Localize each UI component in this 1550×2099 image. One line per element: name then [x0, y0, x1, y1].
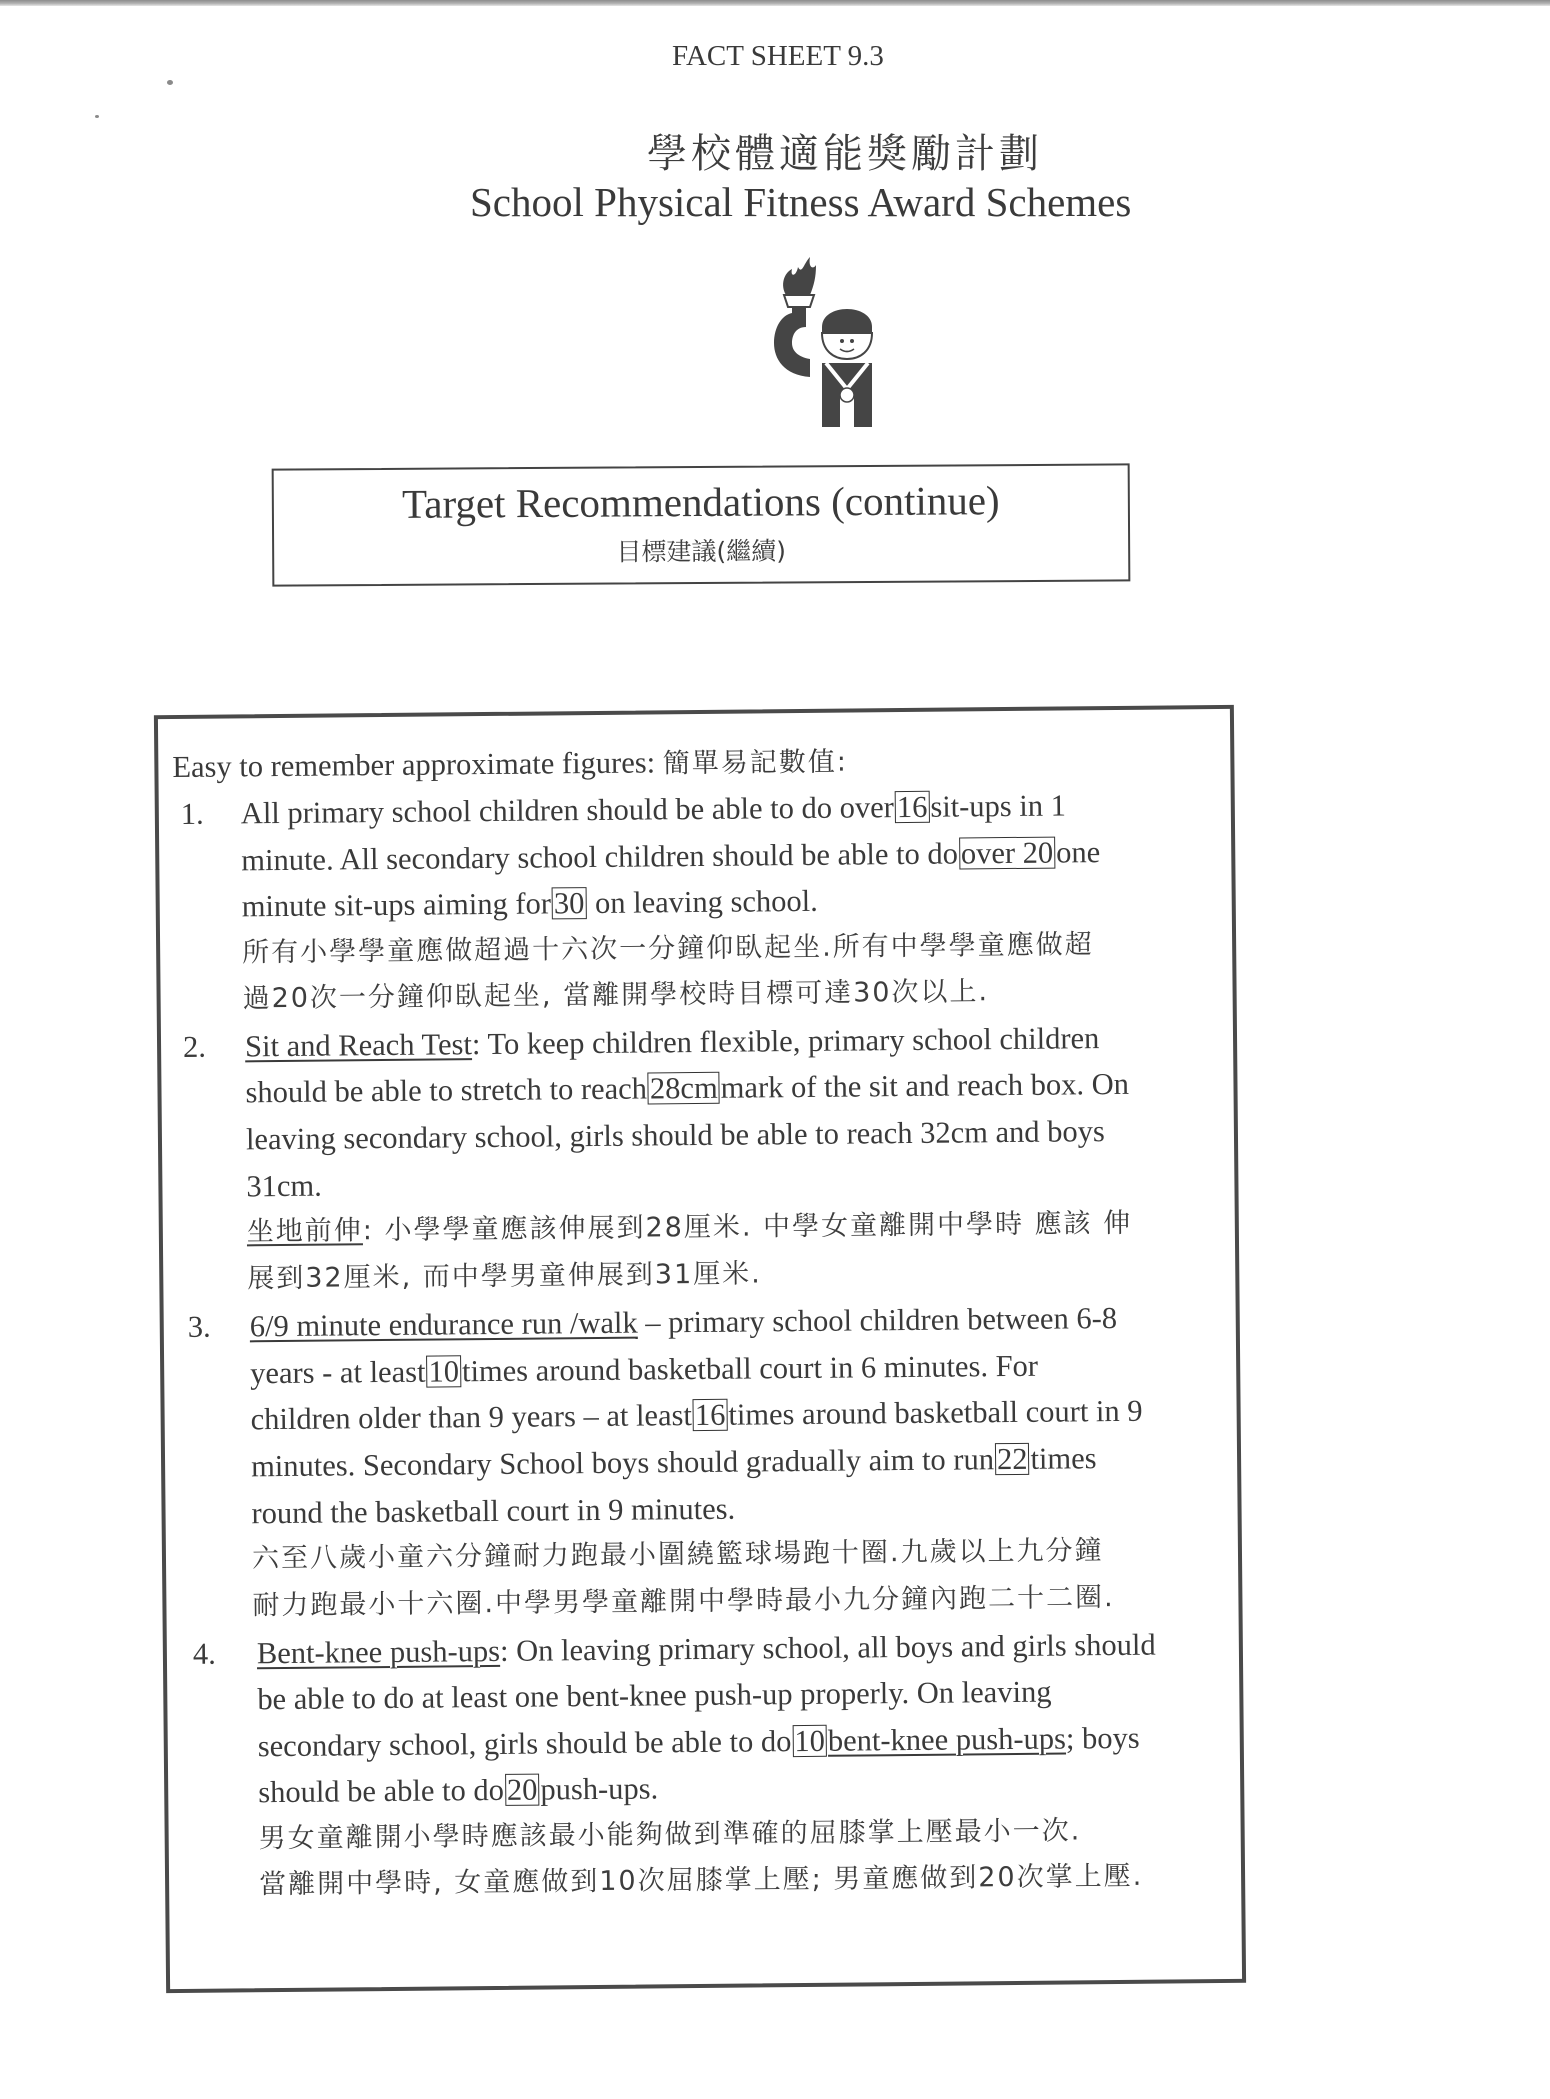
list-item-line — [242, 883, 818, 925]
list-item-line — [251, 1440, 1097, 1484]
list-item-line — [250, 1393, 1142, 1438]
text-segment: be able to do at least one bent-knee push-up properly. On leaving — [257, 1674, 1052, 1717]
text-segment: push-ups. — [540, 1771, 659, 1807]
text-segment: children older than 9 years – at least — [250, 1398, 693, 1437]
boxed-target-value: 16 — [694, 1397, 726, 1433]
text-segment: ; boys — [1065, 1720, 1140, 1756]
scan-speck — [95, 115, 99, 118]
text-segment: All primary school children should be able to do over — [240, 790, 895, 831]
item-number: 4. — [192, 1636, 216, 1671]
scan-edge — [0, 0, 1550, 6]
list-item-line — [246, 1168, 322, 1205]
scan-speck — [167, 80, 173, 85]
text-segment: times around basketball court in 9 — [728, 1393, 1143, 1432]
text-segment: mark of the sit and reach box. On — [720, 1066, 1130, 1105]
item-number: 1. — [180, 796, 204, 831]
text-segment: should be able to do — [258, 1772, 505, 1810]
intro-line — [172, 743, 848, 787]
text-segment: 31cm. — [246, 1168, 322, 1204]
text-segment: secondary school, girls should be able to do — [257, 1724, 792, 1764]
list-item-line — [257, 1674, 1051, 1718]
target-title-en: Target Recommendations (continue) — [401, 477, 1000, 527]
text-segment: 所有小學學童應做超過十六次一分鐘仰臥起坐.所有中學學童應做超 — [242, 929, 1094, 969]
text-segment: one — [1056, 835, 1101, 870]
text-segment: 簡單易記數值: — [662, 746, 849, 780]
target-recommendations-box — [272, 463, 1131, 586]
boxed-target-value: 22 — [996, 1441, 1028, 1477]
torch-bearer-mascot-icon — [770, 255, 900, 435]
text-segment: times — [1030, 1441, 1097, 1476]
list-item-line-zh — [247, 1206, 1133, 1250]
boxed-target-value: 16 — [896, 789, 928, 825]
list-item-line-zh — [252, 1580, 1114, 1624]
text-segment: on leaving school. — [587, 883, 818, 921]
list-item-line-zh — [242, 974, 989, 1017]
text-segment: : 小學學童應該伸展到28厘米. 中學女童離開中學時 應該 伸 — [362, 1207, 1133, 1247]
list-item-line-zh — [242, 927, 1094, 971]
underlined-test-name: Sit and Reach Test — [244, 1027, 473, 1064]
list-item-line — [250, 1348, 1038, 1392]
fact-sheet-label: FACT SHEET 9.3 — [672, 40, 884, 72]
text-segment: 當離開中學時, 女童應做到10次屈膝掌上壓; 男童應做到20次掌上壓. — [258, 1860, 1144, 1901]
text-segment: minute sit-ups aiming for — [241, 886, 552, 924]
list-item-line — [257, 1627, 1156, 1672]
boxed-target-value: 10 — [428, 1354, 460, 1389]
text-segment: 過20次一分鐘仰臥起坐, 當離開學校時目標可達30次以上. — [242, 976, 990, 1015]
text-segment: – primary school children between 6-8 — [637, 1300, 1118, 1340]
boxed-target-value: over 20 — [960, 835, 1054, 871]
page-title-en: School Physical Fitness Award Schemes — [470, 179, 1132, 225]
text-segment: : On leaving primary school, all boys and girls should — [499, 1627, 1156, 1668]
list-item-line — [258, 1720, 1140, 1764]
target-title-zh: 目標建議(繼續) — [616, 536, 786, 567]
text-segment: sit-ups in 1 — [930, 788, 1067, 824]
list-item-line — [246, 1113, 1105, 1157]
page-title-zh: 學校體適能獎勵計劃 — [647, 131, 1043, 177]
text-segment: : To keep children flexible, primary school children — [471, 1021, 1100, 1062]
boxed-target-value: 30 — [553, 886, 585, 921]
text-segment: should be able to stretch to reach — [245, 1071, 648, 1110]
text-segment: 六至八歲小童六分鐘耐力跑最小圍繞籃球場跑十圈.九歲以上九分鐘 — [251, 1535, 1104, 1575]
underlined-test-name: 坐地前伸 — [246, 1215, 363, 1248]
list-item-line-zh — [259, 1859, 1143, 1903]
text-segment: times around basketball court in 6 minutes. For — [461, 1348, 1039, 1389]
text-segment: years - at least — [250, 1354, 426, 1391]
boxed-target-value: 10 — [794, 1723, 826, 1759]
text-segment: 耐力跑最小十六圈.中學男學童離開中學時最小九分鐘內跑二十二圈. — [252, 1582, 1115, 1622]
underlined-test-name: 6/9 minute endurance run /walk — [249, 1305, 638, 1344]
underlined-test-name: bent-knee push-ups — [827, 1721, 1067, 1758]
list-item-line-zh — [252, 1533, 1104, 1577]
list-item-line — [251, 1491, 735, 1532]
list-item-line — [245, 1066, 1129, 1110]
boxed-target-value: 28cm — [649, 1070, 718, 1106]
text-segment: round the basketball court in 9 minutes. — [251, 1491, 736, 1531]
text-segment: leaving secondary school, girls should be able to reach 32cm and boys — [245, 1114, 1105, 1157]
text-segment: 展到32厘米, 而中學男童伸展到31厘米. — [247, 1258, 762, 1295]
text-segment: minutes. Secondary School boys should gradually aim to run — [250, 1442, 995, 1484]
text-segment: 男女童離開小學時應該最小能夠做到準確的屈膝掌上壓最小一次. — [258, 1815, 1082, 1855]
recommendations-panel — [154, 705, 1246, 1993]
list-item-line-zh — [247, 1256, 762, 1297]
text-segment: minute. All secondary school children should be able to do — [241, 836, 959, 878]
item-number: 2. — [182, 1029, 207, 1064]
list-item-line — [241, 787, 1066, 831]
text-segment: Easy to remember approximate figures: — [172, 745, 663, 785]
list-item-line — [258, 1770, 658, 1810]
list-item-line — [241, 834, 1100, 878]
underlined-test-name: Bent-knee push-ups — [256, 1633, 501, 1671]
boxed-target-value: 20 — [506, 1772, 538, 1807]
list-item-line-zh — [259, 1813, 1082, 1857]
list-item-line — [250, 1300, 1118, 1344]
list-item-line — [245, 1020, 1100, 1064]
item-number: 3. — [187, 1309, 211, 1344]
